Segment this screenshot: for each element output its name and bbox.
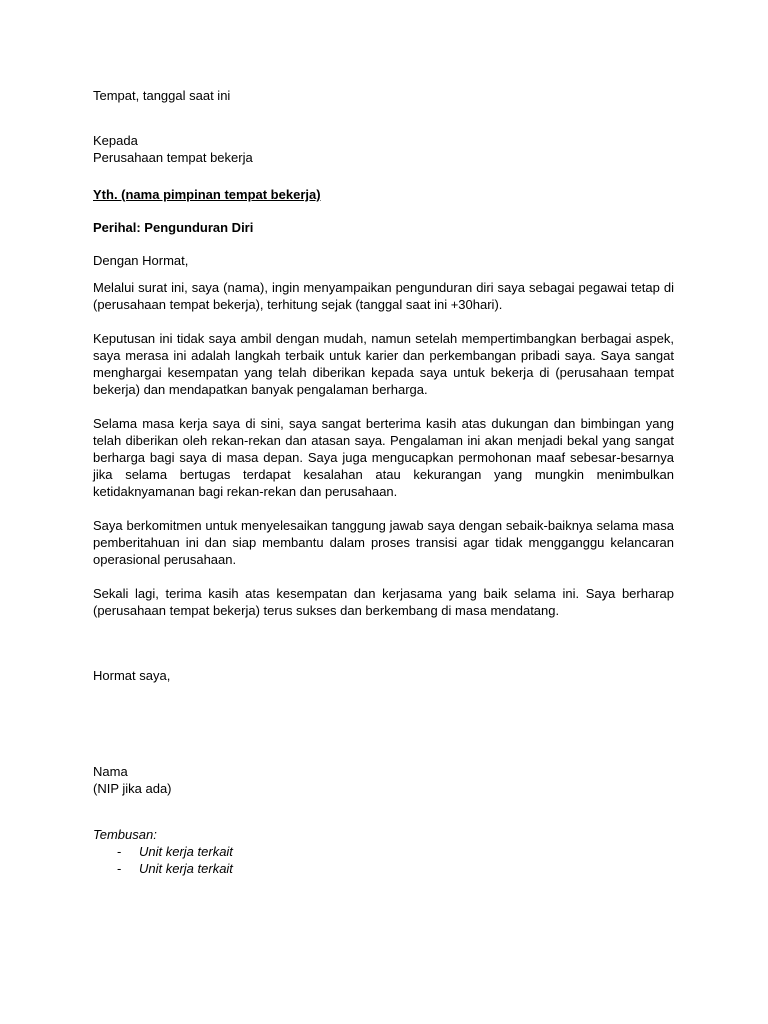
subject bbox=[93, 219, 674, 236]
recipient-company: Perusahaan tempat bekerja bbox=[93, 150, 253, 165]
recipient-block bbox=[93, 132, 674, 166]
paragraph-1-text: Melalui surat ini, saya (nama), ingin menyampaikan pengunduran diri saya sebagai pegawai tetap di (perusahaan tempat bekerja), terhitung sejak (tanggal saat ini +30hari). bbox=[93, 280, 674, 312]
paragraph-1 bbox=[93, 279, 674, 313]
list-item-text: Unit kerja terkait bbox=[139, 844, 233, 859]
signature-name: Nama bbox=[93, 764, 128, 779]
salutation-text: Dengan Hormat, bbox=[93, 253, 189, 268]
signature-nip: (NIP jika ada) bbox=[93, 781, 172, 796]
subject-text: Perihal: Pengunduran Diri bbox=[93, 220, 254, 235]
closing-text: Hormat saya, bbox=[93, 668, 171, 683]
paragraph-3-text: Selama masa kerja saya di sini, saya sangat berterima kasih atas dukungan dan bimbingan yang telah diberikan oleh rekan-rekan dan atasan saya. Pengalaman ini akan menjadi bekal yang sangat berharga bagi saya di masa depan. Saya juga mengucapkan permohonan maaf sebesar-besarnya jika selama bertugas terdapat kesalahan atau kekurangan yang mungkin menimbulkan ketidaknyamanan bagi rekan-rekan dan perusahaan. bbox=[93, 416, 674, 499]
paragraph-2 bbox=[93, 330, 674, 398]
recipient-to-label: Kepada bbox=[93, 133, 138, 148]
cc-list bbox=[93, 843, 493, 877]
cc-label-text: Tembusan: bbox=[93, 827, 157, 842]
list-item bbox=[93, 860, 493, 877]
list-dash: - bbox=[117, 844, 122, 859]
paragraph-4 bbox=[93, 517, 674, 568]
signature-block bbox=[93, 763, 674, 797]
paragraph-3 bbox=[93, 415, 674, 500]
paragraph-4-text: Saya berkomitmen untuk menyelesaikan tanggung jawab saya dengan sebaik-baiknya selama masa pemberitahuan ini dan siap membantu dalam proses transisi agar tidak mengganggu kelancaran operasional perusahaan. bbox=[93, 518, 674, 567]
list-dash: - bbox=[117, 861, 122, 876]
place-date bbox=[93, 87, 674, 104]
list-item-text: Unit kerja terkait bbox=[139, 861, 233, 876]
salutation bbox=[93, 252, 674, 269]
closing bbox=[93, 667, 674, 684]
place-date-text: Tempat, tanggal saat ini bbox=[93, 88, 231, 103]
list-item bbox=[93, 843, 493, 860]
addressee-text: Yth. (nama pimpinan tempat bekerja) bbox=[93, 187, 321, 202]
paragraph-2-text: Keputusan ini tidak saya ambil dengan mudah, namun setelah mempertimbangkan berbagai aspek, saya merasa ini adalah langkah terbaik untuk karier dan perkembangan pribadi saya. Saya sangat menghargai kesempatan yang telah diberikan kepada saya untuk bekerja di (perusahaan tempat bekerja) dan mendapatkan banyak pengalaman berharga. bbox=[93, 331, 674, 397]
cc-label bbox=[93, 826, 674, 843]
paragraph-5 bbox=[93, 585, 674, 619]
paragraph-5-text: Sekali lagi, terima kasih atas kesempatan dan kerjasama yang baik selama ini. Saya berharap (perusahaan tempat bekerja) terus sukses dan berkembang di masa mendatang. bbox=[93, 586, 674, 618]
addressee bbox=[93, 186, 674, 203]
